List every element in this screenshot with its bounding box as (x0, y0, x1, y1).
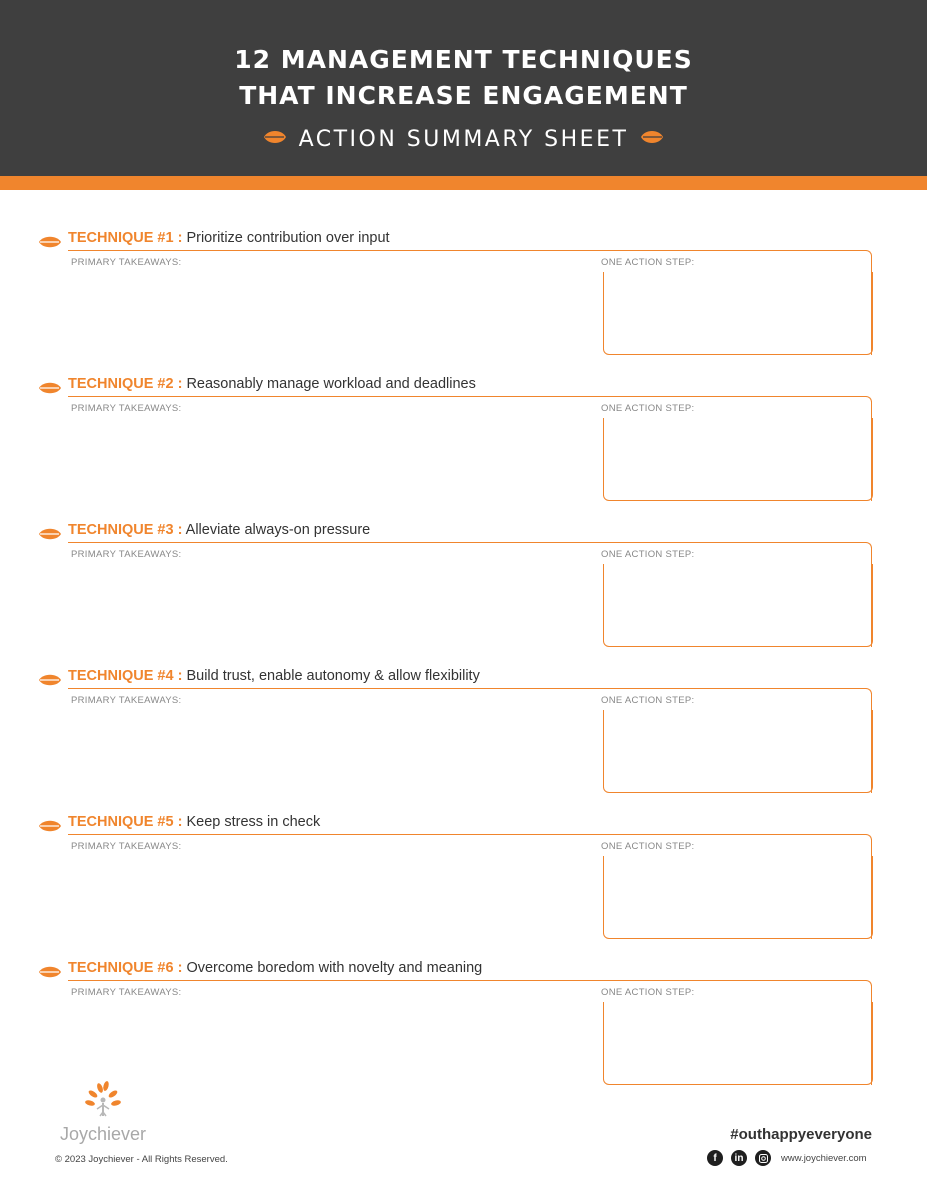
primary-takeaways-label: PRIMARY TAKEAWAYS: (71, 841, 182, 852)
leaf-icon (38, 381, 62, 399)
technique-heading (68, 960, 482, 976)
technique-section-5 (0, 814, 927, 960)
action-step-box[interactable] (603, 272, 873, 355)
action-step-label: ONE ACTION STEP: (601, 695, 695, 706)
technique-title: Reasonably manage workload and deadlines (186, 376, 476, 392)
technique-number: TECHNIQUE #5 : (68, 814, 183, 830)
leaf-icon (38, 965, 62, 983)
technique-heading (68, 668, 480, 684)
primary-takeaways-label: PRIMARY TAKEAWAYS: (71, 549, 182, 560)
hashtag-text: #outhappyeveryone (730, 1126, 872, 1143)
technique-section-4 (0, 668, 927, 814)
heading-divider (68, 688, 604, 689)
action-step-box[interactable] (603, 564, 873, 647)
heading-divider (68, 980, 604, 981)
technique-title: Prioritize contribution over input (186, 230, 390, 246)
technique-number: TECHNIQUE #6 : (68, 960, 183, 976)
action-step-box[interactable] (603, 710, 873, 793)
page-title-line2: THAT INCREASE ENGAGEMENT (239, 81, 688, 110)
action-step-label: ONE ACTION STEP: (601, 841, 695, 852)
technique-heading (68, 376, 476, 392)
leaf-right-icon (640, 130, 664, 149)
action-step-label: ONE ACTION STEP: (601, 549, 695, 560)
leaf-left-icon (263, 130, 287, 149)
website-link[interactable]: www.joychiever.com (781, 1152, 867, 1164)
primary-takeaways-label: PRIMARY TAKEAWAYS: (71, 403, 182, 414)
technique-number: TECHNIQUE #1 : (68, 230, 183, 246)
action-step-box[interactable] (603, 418, 873, 501)
action-step-label: ONE ACTION STEP: (601, 403, 695, 414)
action-step-box[interactable] (603, 856, 873, 939)
leaf-icon (38, 819, 62, 837)
technique-heading (68, 814, 320, 830)
action-step-label: ONE ACTION STEP: (601, 987, 695, 998)
technique-number: TECHNIQUE #3 : (68, 522, 183, 538)
primary-takeaways-label: PRIMARY TAKEAWAYS: (71, 695, 182, 706)
header-banner (0, 0, 927, 176)
leaf-icon (38, 527, 62, 545)
page-title-line1: 12 MANAGEMENT TECHNIQUES (234, 45, 693, 74)
leaf-icon (38, 235, 62, 253)
technique-title: Keep stress in check (186, 814, 321, 830)
action-step-box[interactable] (603, 1002, 873, 1085)
technique-section-3 (0, 522, 927, 668)
linkedin-icon[interactable]: in (731, 1150, 747, 1166)
instagram-icon[interactable] (755, 1150, 771, 1166)
technique-title: Build trust, enable autonomy & allow flexibility (186, 668, 480, 684)
subtitle-row (0, 127, 927, 152)
technique-heading (68, 230, 390, 246)
heading-divider (68, 542, 604, 543)
technique-heading (68, 522, 370, 538)
logo-text: Joychiever (59, 1124, 147, 1144)
technique-section-2 (0, 376, 927, 522)
copyright-text: © 2023 Joychiever - All Rights Reserved. (55, 1154, 228, 1165)
social-links (707, 1150, 867, 1166)
technique-number: TECHNIQUE #2 : (68, 376, 183, 392)
facebook-icon[interactable]: f (707, 1150, 723, 1166)
technique-title: Alleviate always-on pressure (185, 522, 371, 538)
heading-divider (68, 396, 604, 397)
primary-takeaways-label: PRIMARY TAKEAWAYS: (71, 987, 182, 998)
technique-section-1 (0, 230, 927, 376)
heading-divider (68, 834, 604, 835)
action-step-label: ONE ACTION STEP: (601, 257, 695, 268)
joychiever-logo (53, 1080, 157, 1144)
subtitle: ACTION SUMMARY SHEET (298, 127, 629, 152)
primary-takeaways-label: PRIMARY TAKEAWAYS: (71, 257, 182, 268)
orange-divider-bar (0, 176, 927, 190)
technique-number: TECHNIQUE #4 : (68, 668, 183, 684)
technique-title: Overcome boredom with novelty and meaning (186, 960, 483, 976)
leaf-icon (38, 673, 62, 691)
heading-divider (68, 250, 604, 251)
